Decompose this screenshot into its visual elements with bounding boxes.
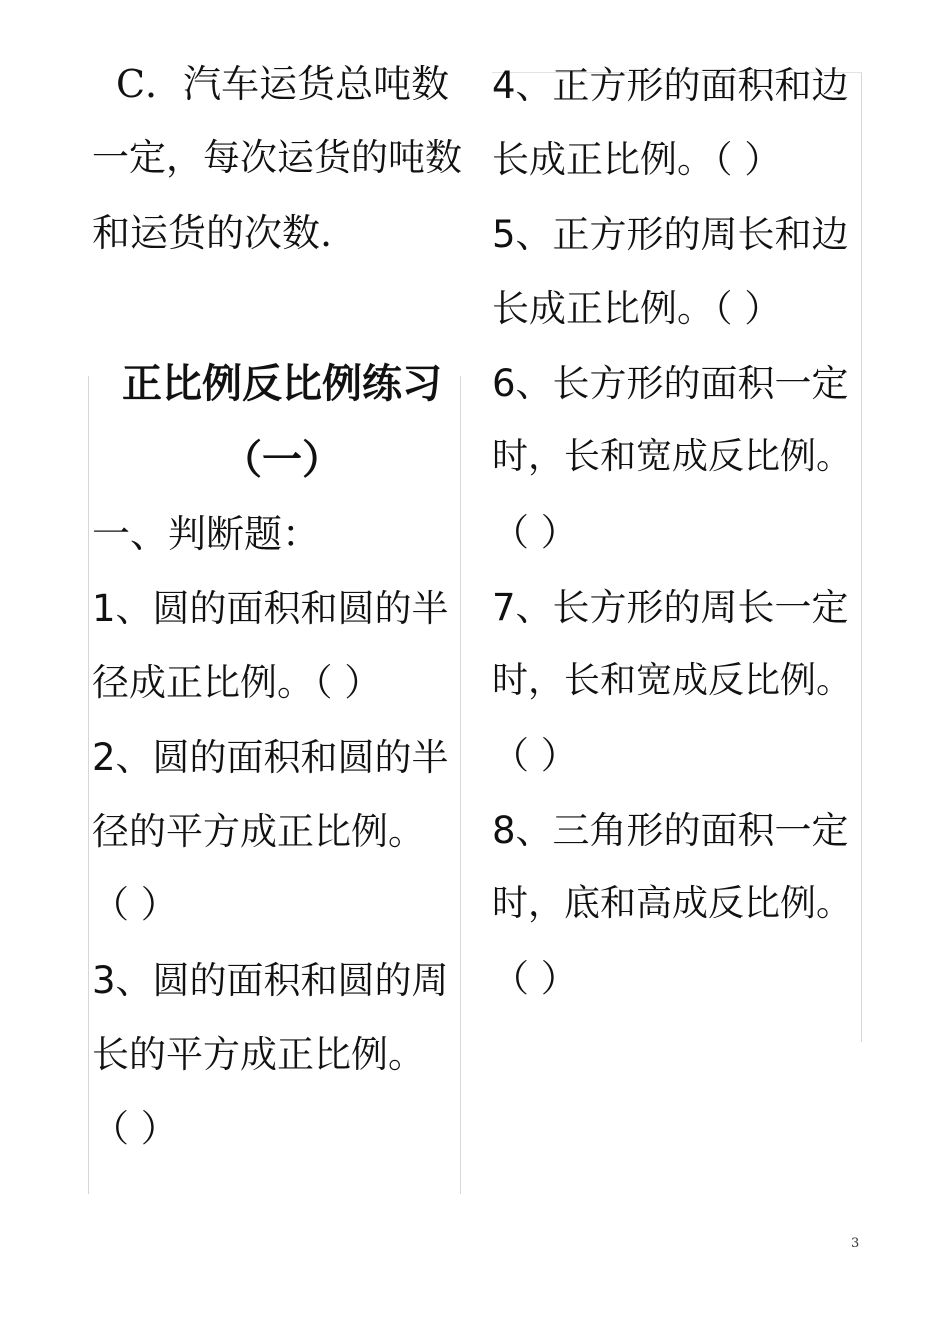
left-column-rule [88,376,89,1194]
page-number: 3 [851,1236,860,1251]
question-7-line-2: 时，长和宽成反比例。 [492,660,853,701]
option-c-line-2: 一定，每次运货的吨数 [92,136,462,179]
question-4-line-2: 长成正比例。（ ） [492,138,782,181]
middle-column-rule [460,376,461,1194]
question-2-answer-blank: （ ） [92,883,178,926]
option-c-line-3: 和运货的次数. [92,211,333,255]
question-3-line-1: 3、圆的面积和圆的周 [92,959,449,1002]
question-1-line-2: 径成正比例。（ ） [92,661,382,704]
question-7-answer-blank: （ ） [492,734,578,777]
option-c-line-1: C．汽车运货总吨数 [116,62,450,106]
question-4-line-1: 4、正方形的面积和边 [492,64,849,107]
section-heading: 一、判断题： [92,512,321,556]
worksheet-title: 正比例反比例练习 [122,361,442,407]
question-6-line-2: 时，长和宽成反比例。 [492,436,853,477]
question-8-answer-blank: （ ） [492,957,578,1000]
worksheet-title-number: （一） [222,437,342,483]
question-2-line-2: 径的平方成正比例。 [92,810,425,853]
question-7-line-1: 7、长方形的周长一定 [492,586,849,629]
question-8-line-1: 8、三角形的面积一定 [492,809,849,852]
question-6-answer-blank: （ ） [492,511,578,554]
question-8-line-2: 时，底和高成反比例。 [492,883,853,924]
question-5-line-1: 5、正方形的周长和边 [492,213,849,256]
question-5-line-2: 长成正比例。（ ） [492,287,782,330]
question-3-line-2: 长的平方成正比例。 [92,1033,425,1076]
question-3-answer-blank: （ ） [92,1107,178,1150]
question-1-line-1: 1、圆的面积和圆的半 [92,587,449,630]
question-6-line-1: 6、长方形的面积一定 [492,362,849,405]
right-column-rule [861,72,862,1042]
question-2-line-1: 2、圆的面积和圆的半 [92,736,449,779]
